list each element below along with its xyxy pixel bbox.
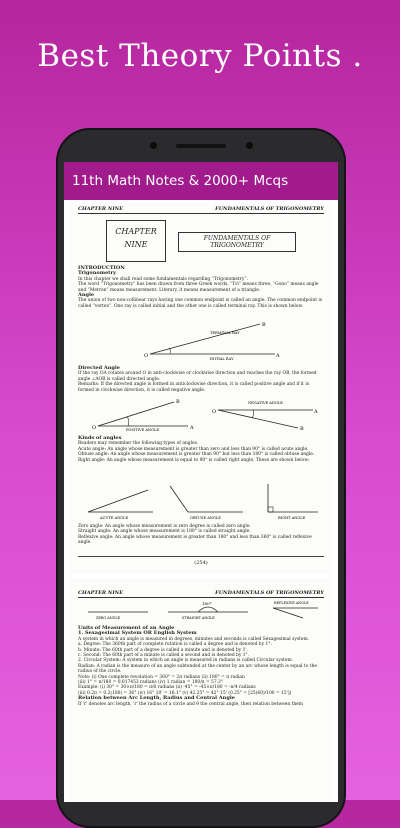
- intro-section: [78, 266, 324, 309]
- paragraph: Readers may remember the following types of angles.: [78, 441, 199, 447]
- positive-angle-label: POSITIVE ANGLE: [126, 428, 160, 432]
- page-number: (254): [194, 560, 208, 566]
- divider: [78, 556, 324, 557]
- svg-text:O: O: [144, 353, 149, 359]
- notes-page-2[interactable]: [70, 578, 332, 802]
- phone-frame: [56, 128, 346, 828]
- paragraph: Remarks: If the directed angle is formed in anticlockwise direction, it is called positive angle and if it is formed in clockwise direction, it is called negative angle.: [78, 382, 309, 393]
- paragraph: Zero angle: An angle whose measurement is zero degree is called zero angle.: [78, 524, 251, 529]
- sub-heading: Kinds of angles: [78, 435, 122, 441]
- sub-heading: Angle: [78, 292, 95, 299]
- paragraph: The word “Trigonometry” has been drawn from three Greek words, “Tri” means three, “Gono” means angle and “Metron” means measurement. Literary, it means measurement of a triangle.: [78, 282, 319, 293]
- terminal-ray-label: TERMINAL RAY: [210, 331, 240, 335]
- kinds-section: [78, 436, 324, 463]
- list-item: A system in which an angle is measured in degrees, minutes and seconds is called Sexagesimal system.: [78, 636, 310, 642]
- app-screen: [64, 162, 338, 802]
- svg-text:B: B: [176, 399, 180, 405]
- list-item: If 'r' denotes arc length, 'r' the radius of a circle and θ the central angle, then relation between them: [78, 701, 303, 707]
- angle-180-label: 180°: [202, 601, 212, 606]
- negative-angle-label: NEGATIVE ANGLE: [248, 401, 283, 405]
- chapter-label: CHAPTER: [115, 227, 157, 236]
- svg-text:A: A: [190, 425, 194, 431]
- svg-text:A: A: [276, 353, 280, 359]
- page-header-title: FUNDAMENTALS OF TRIGONOMETRY: [215, 590, 324, 596]
- chapter-box: [106, 220, 166, 262]
- sub-heading: Relation between Arc Length, Radius and Central Angle: [78, 695, 235, 702]
- sub-heading: Directed Angle: [78, 365, 120, 371]
- units-section: [78, 626, 324, 707]
- sensor-icon: [246, 142, 253, 149]
- paragraph: The union of two non-collinear rays having one common endpoint is called an angle. The common endpoint is called “vertex”. One ray is called initial and the other one is called terminal ray. This is shown below.: [78, 298, 323, 309]
- more-angles-section: [78, 524, 324, 546]
- paragraph: Reflexive angle: An angle whose measurement is greater than 180° and less than 360° is called reflexive angle.: [78, 534, 312, 546]
- list-item: 2. Circular System: A system in which an angle is measured in radians is called Circular system.: [78, 658, 294, 664]
- promo-headline: Best Theory Points .: [37, 38, 363, 74]
- page-header-chapter: CHAPTER NINE: [78, 206, 124, 212]
- obtuse-angle-label: OBTUSE ANGLE: [190, 516, 221, 520]
- reflexive-angle-label: REFLEXIVE ANGLE: [274, 601, 309, 605]
- page-header: [78, 206, 324, 214]
- initial-ray-label: INITIAL RAY: [210, 357, 234, 360]
- directed-angle-diagrams: [78, 396, 324, 432]
- svg-text:O: O: [92, 425, 97, 431]
- sub-heading: Units of Measurement of an Angle: [78, 625, 175, 631]
- svg-text:O: O: [212, 409, 217, 415]
- front-camera-icon: [150, 142, 157, 149]
- angle-diagram: [140, 320, 280, 360]
- list-item: a. Degree: The 360th part of complete rotation is called a degree and is denoted by 1°.: [78, 642, 272, 648]
- paragraph: Obtuse angle: An angle whose measurement is greater than 90° but less than 180° is called obtuse angle.: [78, 452, 315, 458]
- svg-text:B: B: [300, 426, 304, 432]
- list-item: Note: (i) One complete revolution = 360° = 2π radians (ii) 180° = π radian: [78, 674, 245, 680]
- list-item: (iii) 0.2π = 0.2(180) = 36° (iv) 16° 10' = 16.1° (v) 42.25° = 42° 15' (0.25° = [25(60)/100 = 15']): [78, 690, 292, 696]
- zero-angle-label: ZERO ANGLE: [96, 616, 121, 620]
- right-angle-label: RIGHT ANGLE: [278, 516, 306, 520]
- angle-types-diagram: [78, 480, 324, 520]
- list-item: b. Minute: The 60th part of a degree is called a minute and is denoted by 1'.: [78, 647, 248, 653]
- directed-section: [78, 366, 324, 393]
- svg-text:A: A: [314, 409, 318, 415]
- list-item: 1. Sexagesimal System OR English System: [78, 630, 197, 637]
- list-item: Radian: A radian is the measure of an angle subtended at the center by an arc whose length is equal to the radius of the circle.: [78, 663, 317, 675]
- app-bar: [64, 162, 338, 200]
- svg-text:B: B: [262, 322, 266, 328]
- paragraph: Right angle: An angle whose measurement is equal to 90° is called right angle. These are shown below:: [78, 457, 310, 463]
- paragraph: If the ray OA rotates around O in anti-clockwise or clockwise direction and reaches the ray OB, the formed angle ∠AOB is called directed angle.: [78, 371, 317, 382]
- paragraph: Acute angle: An angle whose measurement is greater than zero and less than 90° is called acute angle.: [78, 446, 309, 452]
- angle-types-diagram-2: [78, 600, 324, 622]
- chapter-title: FUNDAMENTALS OF TRIGONOMETRY: [178, 232, 296, 252]
- paragraph: Straight angle: An angle whose measurement is 180° is called straight angle.: [78, 529, 251, 535]
- straight-angle-label: STRAIGHT ANGLE: [182, 616, 215, 620]
- sub-heading: Trigonometry: [78, 270, 117, 277]
- page-header-chapter: CHAPTER NINE: [78, 590, 124, 596]
- page-header-title: FUNDAMENTALS OF TRIGONOMETRY: [215, 206, 324, 212]
- speaker-grille: [176, 144, 226, 148]
- notes-page-1[interactable]: [70, 202, 332, 574]
- list-item: (iii) 1° = π/180 = 0.017453 radians (iv) 1 radian = 180/π = 57.3°: [78, 680, 224, 686]
- list-item: Example: (i) 30° = 30×π/180 = π/6 radians (ii) -45° = -45×π/180 = -π/4 radians: [78, 685, 256, 691]
- acute-angle-label: ACUTE ANGLE: [100, 516, 129, 520]
- paragraph: In this chapter we shall read some fundamentals regarding “Trigonometry”.: [78, 276, 248, 282]
- app-title: 11th Math Notes & 2000+ Mcqs: [72, 173, 289, 189]
- page-header: [78, 590, 324, 598]
- section-heading: INTRODUCTION: [78, 265, 125, 271]
- list-item: c. Second: The 60th part of a minute is called a second and is denoted by 1".: [78, 653, 249, 659]
- chapter-number: NINE: [124, 240, 148, 249]
